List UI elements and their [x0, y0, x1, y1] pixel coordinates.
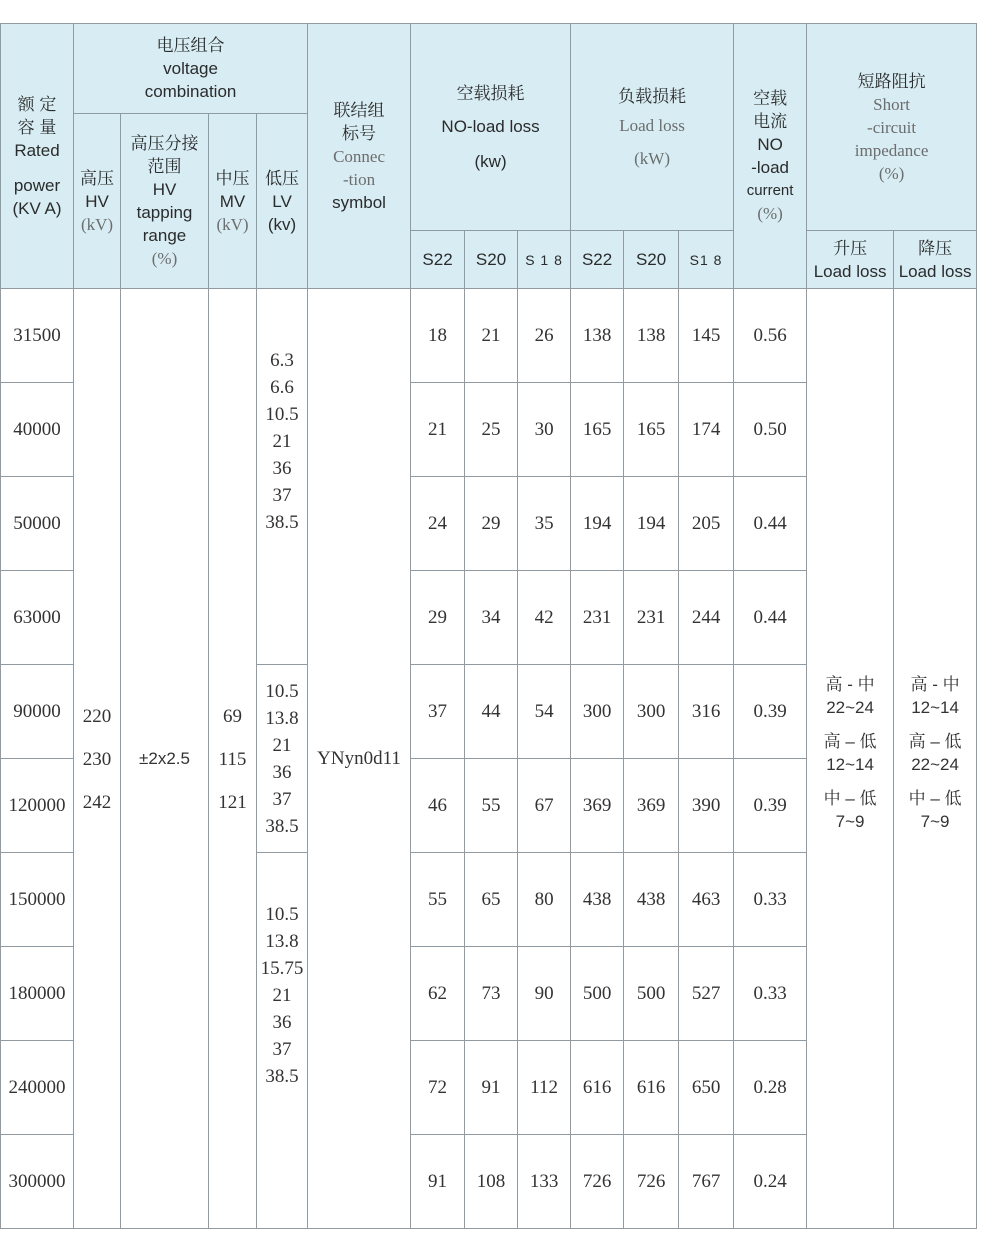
load-s20: 231: [624, 571, 679, 665]
lv-value: 36: [272, 1012, 292, 1033]
header-lv-unit: (kv): [267, 214, 297, 234]
hv-value: 242: [82, 792, 112, 813]
header-connection-symbol: [308, 24, 411, 289]
lv-value: 38.5: [265, 815, 299, 837]
no-load-s18: 67: [518, 759, 571, 853]
header-impedance-zh: 短路阻抗: [857, 71, 926, 91]
header-current-en1: NO: [757, 135, 783, 154]
impedance-value: 12~14: [826, 755, 874, 774]
header-load-en: Load loss: [619, 115, 685, 135]
no-load-s20: 91: [465, 1041, 518, 1135]
header-step-up: [807, 231, 894, 289]
load-s18: 145: [679, 289, 734, 383]
header-step-up-zh: 升压: [833, 238, 868, 258]
load-s20: 500: [624, 947, 679, 1041]
header-ll-s18: [679, 231, 734, 289]
hv-value: 230: [82, 749, 112, 770]
no-load-s18: 30: [518, 383, 571, 477]
header-tapping-unit: (%): [151, 249, 178, 268]
header-connection-zh1: 联结组: [333, 100, 385, 120]
header-nl-s20-label: S20: [475, 250, 507, 269]
header-connection-en1: Connec: [333, 146, 386, 166]
header-impedance-en2: -circuit: [867, 117, 917, 137]
hv-values-cell: [74, 289, 121, 1229]
load-s18: 174: [679, 383, 734, 477]
header-impedance: [807, 24, 977, 231]
no-load-s20: 21: [465, 289, 518, 383]
header-nl-s22: [411, 231, 465, 289]
rated-power-cell: 63000: [1, 571, 74, 665]
header-current-en2: -load: [751, 158, 789, 177]
no-load-s20: 73: [465, 947, 518, 1041]
load-s20: 165: [624, 383, 679, 477]
rated-power-cell: 180000: [1, 947, 74, 1041]
no-load-s20: 25: [465, 383, 518, 477]
rated-power-cell: 90000: [1, 665, 74, 759]
lv-group-2: [257, 665, 308, 853]
connection-symbol-cell: YNyn0d11: [308, 289, 411, 1229]
lv-value: 13.8: [265, 707, 299, 729]
impedance-label: 中 – 低: [908, 789, 962, 808]
header-impedance-en3: impedance: [854, 140, 929, 160]
no-load-s22: 18: [411, 289, 465, 383]
impedance-value: 7~9: [835, 812, 865, 831]
no-load-s22: 21: [411, 383, 465, 477]
header-impedance-en1: Short: [873, 94, 910, 114]
header-ll-s20-label: S20: [635, 250, 667, 269]
no-load-s18: 90: [518, 947, 571, 1041]
header-tapping-zh2: 范围: [147, 157, 182, 176]
mv-value: 121: [218, 792, 247, 813]
header-lv-en: LV: [272, 191, 292, 211]
no-load-s20: 55: [465, 759, 518, 853]
lv-value: 15.75: [260, 958, 304, 979]
load-s20: 726: [624, 1135, 679, 1229]
impedance-value: 12~14: [911, 698, 959, 717]
rated-power-cell: 50000: [1, 477, 74, 571]
rated-power-cell: 31500: [1, 289, 74, 383]
load-s22: 438: [571, 853, 624, 947]
no-load-s22: 29: [411, 571, 465, 665]
mv-value: 115: [218, 749, 247, 770]
load-s22: 138: [571, 289, 624, 383]
header-step-down: [894, 231, 977, 289]
header-no-load-loss: [411, 24, 571, 231]
header-mv-en: MV: [219, 191, 246, 211]
header-tapping-zh1: 高压分接: [130, 134, 199, 153]
rated-power-cell: 40000: [1, 383, 74, 477]
no-load-s18: 54: [518, 665, 571, 759]
header-hv: [74, 114, 121, 289]
mv-values-cell: [209, 289, 257, 1229]
no-load-current: 0.50: [734, 383, 807, 477]
header-tapping-range: [121, 114, 209, 289]
no-load-s20: 44: [465, 665, 518, 759]
header-rated-unit: (KV A): [12, 198, 62, 218]
impedance-label: 中 – 低: [823, 789, 877, 808]
no-load-s22: 55: [411, 853, 465, 947]
header-no-load-en: NO-load loss: [441, 116, 540, 136]
no-load-current: 0.39: [734, 759, 807, 853]
header-impedance-unit: (%): [878, 163, 905, 183]
header-tapping-en1: HV: [152, 180, 177, 199]
no-load-s18: 42: [518, 571, 571, 665]
header-step-up-en: Load loss: [813, 261, 887, 281]
header-no-load-current: [734, 24, 807, 289]
no-load-current: 0.39: [734, 665, 807, 759]
header-ll-s22: [571, 231, 624, 289]
no-load-s20: 34: [465, 571, 518, 665]
load-s18: 767: [679, 1135, 734, 1229]
no-load-s22: 62: [411, 947, 465, 1041]
load-s18: 316: [679, 665, 734, 759]
header-connection-en3: symbol: [332, 192, 386, 212]
impedance-label: 高 – 低: [823, 732, 877, 751]
lv-value: 13.8: [265, 931, 299, 952]
load-s18: 463: [679, 853, 734, 947]
hv-value: 220: [82, 706, 112, 727]
load-s20: 369: [624, 759, 679, 853]
impedance-label: 高 – 低: [908, 732, 962, 751]
tapping-range-cell: ±2x2.5: [121, 289, 209, 1229]
no-load-s22: 37: [411, 665, 465, 759]
header-rated-zh1: 额 定: [17, 94, 57, 114]
lv-value: 37: [272, 788, 292, 810]
no-load-s22: 24: [411, 477, 465, 571]
header-rated-power: [1, 24, 74, 289]
no-load-s20: 29: [465, 477, 518, 571]
impedance-value: 7~9: [920, 812, 950, 831]
lv-value: 21: [272, 734, 292, 756]
lv-value: 36: [272, 761, 292, 783]
load-s18: 650: [679, 1041, 734, 1135]
rated-power-cell: 150000: [1, 853, 74, 947]
lv-group-3: [257, 853, 308, 1229]
lv-value: 36: [272, 458, 292, 479]
rated-power-cell: 120000: [1, 759, 74, 853]
no-load-current: 0.24: [734, 1135, 807, 1229]
load-s20: 616: [624, 1041, 679, 1135]
transformer-spec-table: [0, 23, 977, 1229]
table-row: [1, 289, 977, 383]
lv-value: 38.5: [265, 512, 299, 533]
no-load-s18: 112: [518, 1041, 571, 1135]
header-lv-zh: 低压: [265, 168, 300, 188]
impedance-value: 22~24: [911, 755, 959, 774]
load-s20: 194: [624, 477, 679, 571]
header-mv-unit: (kV): [216, 214, 249, 234]
header-load-unit: (kW): [634, 148, 671, 168]
lv-value: 10.5: [265, 904, 299, 925]
impedance-step-up-cell: [807, 289, 894, 1229]
header-rated-en1: Rated: [14, 140, 60, 160]
lv-group-1: [257, 289, 308, 665]
impedance-label: 高 - 中: [910, 675, 960, 694]
header-nl-s18: [518, 231, 571, 289]
header-ll-s20: [624, 231, 679, 289]
load-s18: 244: [679, 571, 734, 665]
lv-value: 6.6: [270, 377, 294, 398]
impedance-value: 22~24: [826, 698, 874, 717]
header-current-zh2: 电流: [753, 112, 788, 131]
load-s20: 138: [624, 289, 679, 383]
rated-power-cell: 300000: [1, 1135, 74, 1229]
header-step-down-en: Load loss: [898, 261, 972, 281]
header-current-en3: current: [746, 182, 794, 199]
no-load-s18: 35: [518, 477, 571, 571]
rated-power-cell: 240000: [1, 1041, 74, 1135]
no-load-s18: 26: [518, 289, 571, 383]
header-no-load-unit: (kw): [474, 151, 507, 171]
load-s22: 726: [571, 1135, 624, 1229]
header-connection-en2: -tion: [342, 169, 376, 189]
header-no-load-zh: 空载损耗: [456, 83, 525, 103]
header-step-down-zh: 降压: [918, 238, 953, 258]
load-s22: 165: [571, 383, 624, 477]
no-load-s22: 91: [411, 1135, 465, 1229]
load-s20: 300: [624, 665, 679, 759]
no-load-s22: 46: [411, 759, 465, 853]
lv-value: 10.5: [265, 680, 299, 702]
no-load-s20: 108: [465, 1135, 518, 1229]
load-s18: 205: [679, 477, 734, 571]
load-s22: 231: [571, 571, 624, 665]
no-load-s18: 80: [518, 853, 571, 947]
no-load-current: 0.56: [734, 289, 807, 383]
header-nl-s22-label: S22: [422, 250, 453, 269]
header-voltage-combination: [74, 24, 308, 114]
no-load-current: 0.44: [734, 571, 807, 665]
header-rated-en2: power: [13, 175, 61, 195]
load-s22: 616: [571, 1041, 624, 1135]
header-connection-zh2: 标号: [342, 123, 377, 143]
no-load-s20: 65: [465, 853, 518, 947]
lv-value: 21: [272, 985, 292, 1006]
header-load-loss: [571, 24, 734, 231]
mv-value: 69: [223, 706, 242, 727]
header-nl-s18-label: S 1 8: [525, 251, 563, 268]
header-voltage-zh: 电压组合: [156, 36, 225, 55]
header-current-unit: (%): [757, 204, 783, 223]
header-ll-s22-label: S22: [581, 250, 613, 269]
header-voltage-en1: voltage: [163, 59, 218, 78]
header-nl-s20: [465, 231, 518, 289]
impedance-label: 高 - 中: [825, 675, 875, 694]
lv-value: 37: [272, 1039, 292, 1060]
load-s22: 500: [571, 947, 624, 1041]
lv-value: 10.5: [265, 404, 299, 425]
header-hv-unit: (kV): [80, 214, 114, 234]
header-voltage-en2: combination: [144, 82, 237, 101]
header-rated-zh2: 容 量: [17, 117, 57, 137]
load-s18: 390: [679, 759, 734, 853]
load-s22: 194: [571, 477, 624, 571]
impedance-step-down-cell: [894, 289, 977, 1229]
no-load-current: 0.33: [734, 947, 807, 1041]
lv-value: 38.5: [265, 1066, 299, 1087]
no-load-current: 0.33: [734, 853, 807, 947]
header-mv: [209, 114, 257, 289]
load-s22: 300: [571, 665, 624, 759]
no-load-s18: 133: [518, 1135, 571, 1229]
header-hv-zh: 高压: [80, 168, 114, 188]
header-ll-s18-label: S1 8: [689, 251, 723, 268]
no-load-current: 0.44: [734, 477, 807, 571]
header-hv-en: HV: [85, 191, 109, 211]
load-s22: 369: [571, 759, 624, 853]
lv-value: 37: [272, 485, 292, 506]
header-tapping-en3: range: [142, 226, 187, 245]
header-lv: [257, 114, 308, 289]
header-load-zh: 负载损耗: [618, 86, 687, 106]
no-load-s22: 72: [411, 1041, 465, 1135]
lv-value: 6.3: [270, 350, 294, 371]
lv-value: 21: [272, 431, 292, 452]
no-load-current: 0.28: [734, 1041, 807, 1135]
header-tapping-en2: tapping: [136, 203, 193, 222]
header-current-zh1: 空载: [753, 89, 788, 108]
header-mv-zh: 中压: [215, 168, 250, 188]
load-s18: 527: [679, 947, 734, 1041]
load-s20: 438: [624, 853, 679, 947]
